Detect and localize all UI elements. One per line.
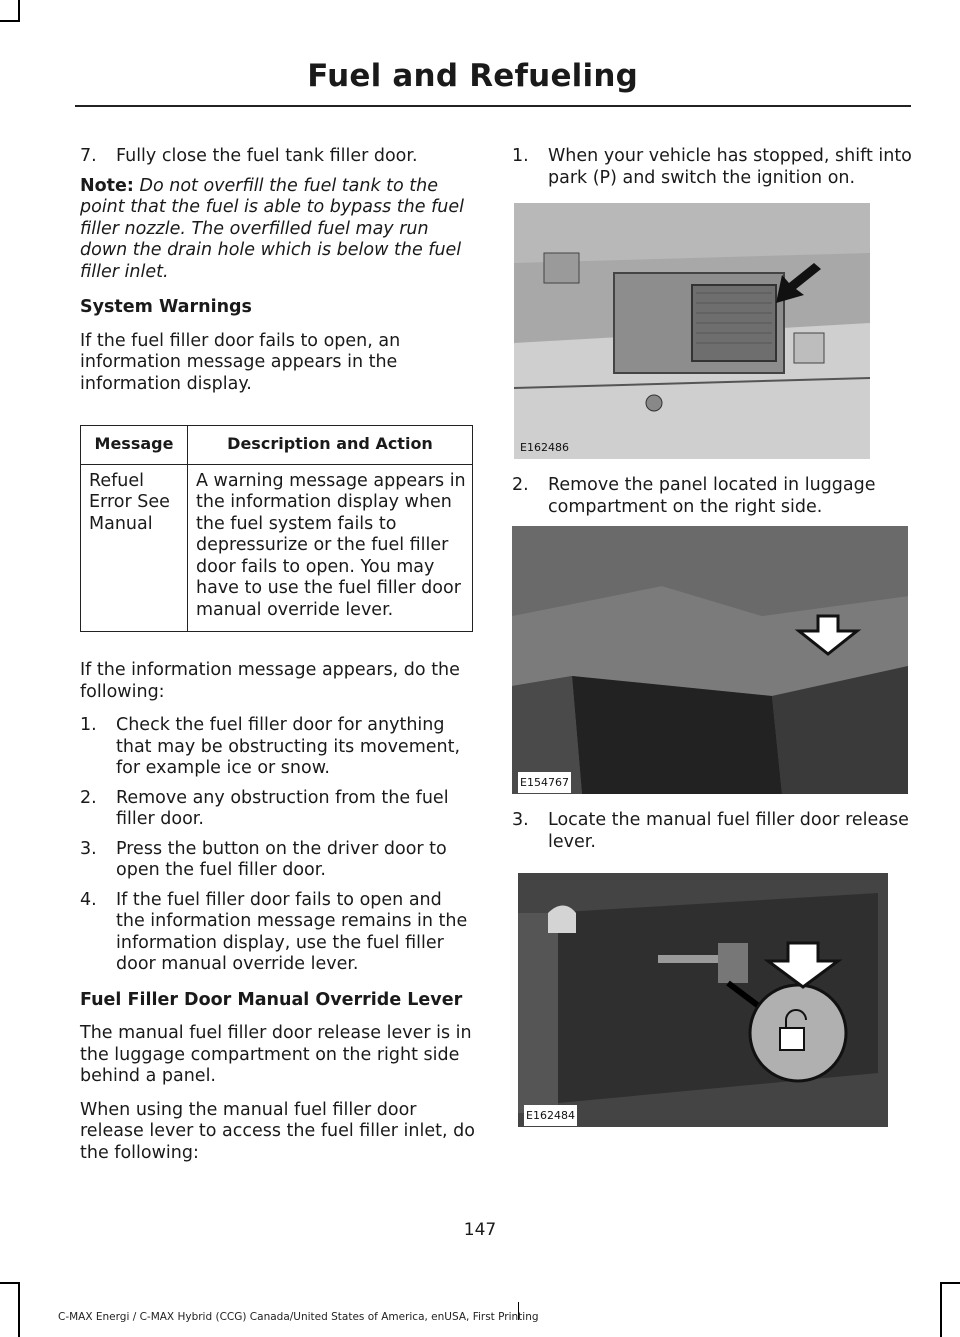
note-label: Note: bbox=[80, 175, 134, 196]
column-header-message: Message bbox=[81, 426, 188, 465]
list-item bbox=[512, 810, 912, 853]
step-text: Remove any obstruction from the fuel filler door. bbox=[116, 787, 449, 829]
figure-luggage-panel bbox=[512, 526, 908, 794]
figure-release-lever bbox=[518, 873, 888, 1127]
header-divider bbox=[75, 105, 911, 107]
cell-description: A warning message appears in the information display when the fuel system fails to depressurize or the fuel filler door fails to open. You may have to use the fuel filler door manual override lever. bbox=[188, 464, 473, 632]
step-text: Remove the panel located in luggage compartment on the right side. bbox=[548, 475, 876, 517]
list-item bbox=[512, 475, 912, 518]
step-text: Fully close the fuel tank filler door. bbox=[116, 146, 418, 166]
step-number: 1. bbox=[512, 146, 529, 166]
step-number: 2. bbox=[512, 475, 529, 495]
step-number: 3. bbox=[80, 838, 97, 859]
table-header-row bbox=[81, 426, 473, 465]
left-column bbox=[80, 146, 475, 1164]
step-7 bbox=[80, 146, 475, 168]
crop-mark-bottom-left bbox=[18, 1282, 20, 1337]
list-item bbox=[80, 715, 475, 780]
note bbox=[80, 176, 475, 284]
right-column bbox=[512, 146, 912, 1127]
figure-code: E162484 bbox=[524, 1105, 577, 1127]
footer-text: C-MAX Energi / C-MAX Hybrid (CCG) Canada/United States of America, enUSA, First Printing bbox=[58, 1311, 539, 1323]
figure-luggage-area bbox=[514, 203, 870, 459]
note-text: Do not overfill the fuel tank to the point that the fuel is able to bypass the fuel filler nozzle. The overfilled fuel may run down the drain hole which is below the fuel filler inlet. bbox=[80, 175, 464, 282]
step-text: If the fuel filler door fails to open and the information message remains in the information display, use the fuel filler door manual override lever. bbox=[116, 889, 468, 974]
crop-mark-bottom-left-h bbox=[0, 1282, 20, 1284]
override-paragraph-2: When using the manual fuel filler door release lever to access the fuel filler inlet, do the following: bbox=[80, 1099, 475, 1163]
crop-mark-top-left bbox=[18, 0, 20, 22]
figure-code: E154767 bbox=[518, 772, 571, 794]
luggage-area-illustration bbox=[514, 203, 870, 459]
system-warnings-heading: System Warnings bbox=[80, 297, 252, 317]
crop-mark-bottom-right-h bbox=[940, 1282, 960, 1284]
table-row bbox=[81, 464, 473, 632]
list-item bbox=[512, 146, 912, 189]
step-number: 3. bbox=[512, 810, 529, 830]
figure-code: E162486 bbox=[520, 440, 569, 454]
release-lever-illustration bbox=[518, 873, 888, 1127]
step-text: Locate the manual fuel filler door release lever. bbox=[548, 810, 909, 852]
step-text: When your vehicle has stopped, shift into park (P) and switch the ignition on. bbox=[548, 146, 912, 188]
list-item bbox=[80, 788, 475, 831]
step-number: 1. bbox=[80, 715, 97, 735]
step-number: 4. bbox=[80, 889, 97, 910]
page-title: Fuel and Refueling bbox=[307, 58, 638, 94]
step-text: Press the button on the driver door to open the fuel filler door. bbox=[116, 838, 447, 880]
page-number: 147 bbox=[463, 1220, 497, 1240]
crop-mark-top-left-h bbox=[0, 20, 20, 22]
warning-table bbox=[80, 425, 473, 632]
system-warnings-intro: If the fuel filler door fails to open, an information message appears in the information display. bbox=[80, 330, 401, 394]
list-item bbox=[80, 890, 475, 976]
luggage-panel-illustration bbox=[512, 526, 908, 794]
column-header-description: Description and Action bbox=[188, 426, 473, 465]
crop-mark-bottom-right bbox=[940, 1282, 942, 1337]
cell-message: Refuel Error See Manual bbox=[81, 464, 188, 632]
step-number: 7. bbox=[80, 146, 97, 166]
override-heading: Fuel Filler Door Manual Override Lever bbox=[80, 989, 463, 1010]
step-text: Check the fuel filler door for anything that may be obstructing its movement, for example ice or snow. bbox=[116, 715, 461, 778]
if-message-paragraph: If the information message appears, do the following: bbox=[80, 660, 460, 702]
step-number: 2. bbox=[80, 787, 97, 808]
override-paragraph-1: The manual fuel filler door release lever is in the luggage compartment on the right side behind a panel. bbox=[80, 1023, 472, 1086]
list-item bbox=[80, 839, 475, 882]
